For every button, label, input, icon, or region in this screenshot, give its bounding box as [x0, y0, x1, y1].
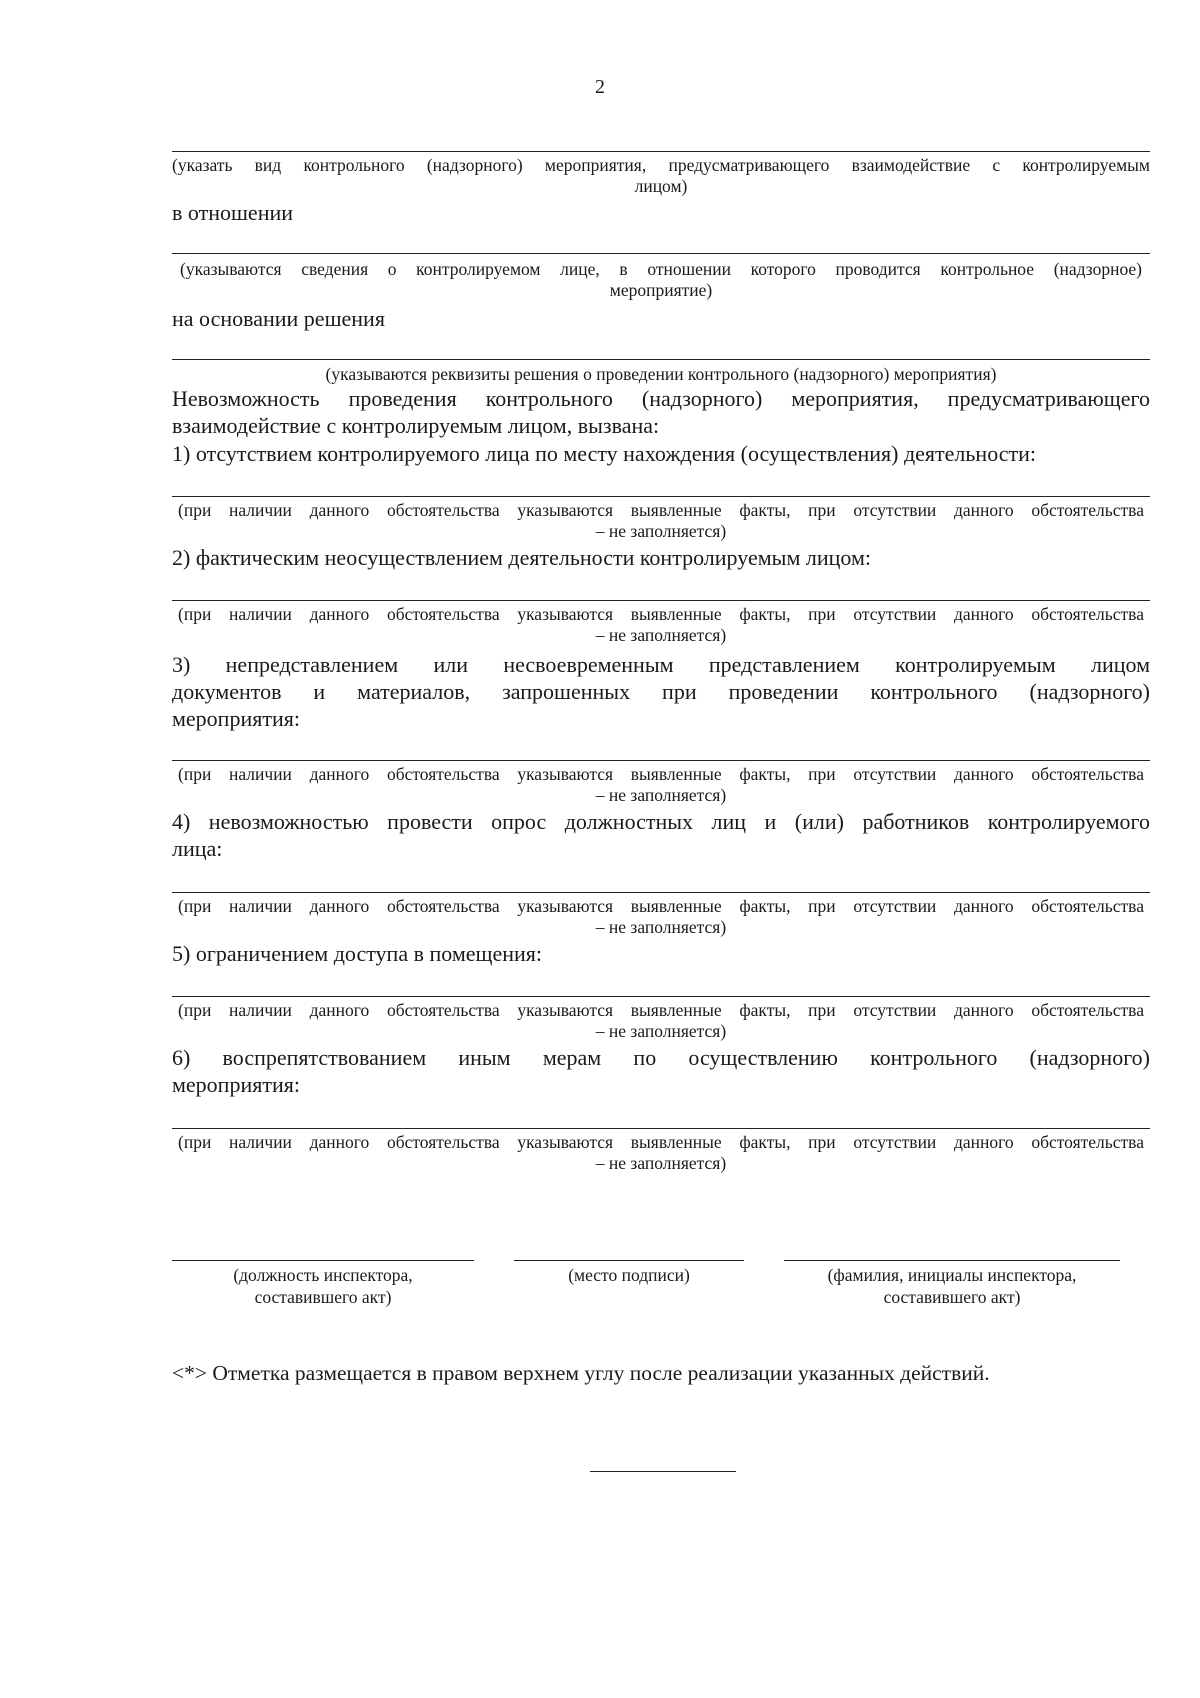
inspector-position-caption-line-2: составившего акт) [254, 1287, 392, 1307]
reason-4-caption [178, 896, 1144, 938]
reason-1-caption [178, 500, 1144, 542]
reason-2-text: 2) фактическим неосуществлением деятельности контролируемым лицом: [172, 545, 872, 570]
signature-place-caption-line: (место подписи) [568, 1265, 690, 1285]
inspector-name-caption [784, 1264, 1120, 1308]
reason-2-field-line [172, 600, 1150, 601]
fact-caption-line-2: – не заполняется) [595, 1153, 727, 1173]
fact-caption-line-1: (при наличии данного обстоятельства указываются выявленные факты, при отсутствии данного обстоятельства [178, 1132, 1144, 1152]
reason-6-line-2: мероприятия: [172, 1072, 300, 1097]
reason-6-caption [178, 1132, 1144, 1174]
fact-caption-line-1: (при наличии данного обстоятельства указываются выявленные факты, при отсутствии данного обстоятельства [178, 896, 1144, 916]
page-number: 2 [595, 76, 605, 98]
reason-3-caption [178, 764, 1144, 806]
reason-4-line-1: 4) невозможностью провести опрос должностных лиц и (или) работников контролируемого [172, 809, 1150, 834]
impossibility-line-1: Невозможность проведения контрольного (надзорного) мероприятия, предусматривающего [172, 386, 1150, 411]
closing-rule [590, 1471, 736, 1472]
inspector-position-caption [172, 1264, 474, 1308]
reason-6-text [172, 1044, 1150, 1098]
reason-3-line-1: 3) непредставлением или несвоевременным представлением контролируемым лицом [172, 652, 1150, 677]
decision-caption [172, 364, 1150, 385]
reason-3-line-2: документов и материалов, запрошенных при проведении контрольного (надзорного) [172, 679, 1150, 704]
reason-1-text: 1) отсутствием контролируемого лица по месту нахождения (осуществления) деятельности: [172, 441, 1037, 466]
controlled-person-caption-line-2: мероприятие) [609, 280, 713, 300]
reason-1-field-line [172, 496, 1150, 497]
controlled-person-caption-line-1: (указываются сведения о контролируемом лице, в отношении которого проводится контрольное (надзорное) [180, 259, 1142, 279]
reason-6-field-line [172, 1128, 1150, 1129]
reason-5-caption [178, 1000, 1144, 1042]
fact-caption-line-2: – не заполняется) [595, 521, 727, 541]
fact-caption-line-2: – не заполняется) [595, 917, 727, 937]
reason-4-line-2: лица: [172, 836, 223, 861]
footnote: <*> Отметка размещается в правом верхнем углу после реализации указанных действий. [172, 1361, 990, 1385]
impossibility-statement [172, 385, 1150, 439]
decision-caption-line: (указываются реквизиты решения о проведении контрольного (надзорного) мероприятия) [325, 364, 997, 384]
reason-5-field-line [172, 996, 1150, 997]
inspector-name-caption-line-1: (фамилия, инициалы инспектора, [827, 1265, 1077, 1285]
fact-caption-line-2: – не заполняется) [595, 785, 727, 805]
impossibility-line-2: взаимодействие с контролируемым лицом, вызвана: [172, 413, 660, 438]
event-type-caption [172, 155, 1150, 197]
inspector-position-caption-line-1: (должность инспектора, [233, 1265, 413, 1285]
controlled-person-field-line [172, 253, 1150, 254]
inspector-name-line [784, 1260, 1120, 1261]
reason-3-line-3: мероприятия: [172, 706, 300, 731]
fact-caption-line-1: (при наличии данного обстоятельства указываются выявленные факты, при отсутствии данного обстоятельства [178, 1000, 1144, 1020]
reason-3-text [172, 651, 1150, 732]
inspector-name-caption-line-2: составившего акт) [883, 1287, 1021, 1307]
fact-caption-line-1: (при наличии данного обстоятельства указываются выявленные факты, при отсутствии данного обстоятельства [178, 500, 1144, 520]
fact-caption-line-1: (при наличии данного обстоятельства указываются выявленные факты, при отсутствии данного обстоятельства [178, 764, 1144, 784]
inspector-position-line [172, 1260, 474, 1261]
event-type-caption-line-1: (указать вид контрольного (надзорного) мероприятия, предусматривающего взаимодействие с контролируемым [172, 155, 1150, 175]
reason-3-field-line [172, 760, 1150, 761]
reason-2-caption [178, 604, 1144, 646]
controlled-person-caption [180, 259, 1142, 301]
reason-4-text [172, 808, 1150, 862]
in-relation-label: в отношении [172, 200, 294, 225]
event-type-caption-line-2: лицом) [634, 176, 688, 196]
basis-label: на основании решения [172, 306, 385, 331]
fact-caption-line-2: – не заполняется) [595, 1021, 727, 1041]
fact-caption-line-2: – не заполняется) [595, 625, 727, 645]
decision-field-line [172, 359, 1150, 360]
reason-6-line-1: 6) воспрепятствованием иным мерам по осуществлению контрольного (надзорного) [172, 1045, 1150, 1070]
reason-4-field-line [172, 892, 1150, 893]
signature-place-caption [514, 1264, 744, 1286]
fact-caption-line-1: (при наличии данного обстоятельства указываются выявленные факты, при отсутствии данного обстоятельства [178, 604, 1144, 624]
signature-place-line [514, 1260, 744, 1261]
event-type-field-line [172, 151, 1150, 152]
reason-5-text: 5) ограничением доступа в помещения: [172, 941, 543, 966]
